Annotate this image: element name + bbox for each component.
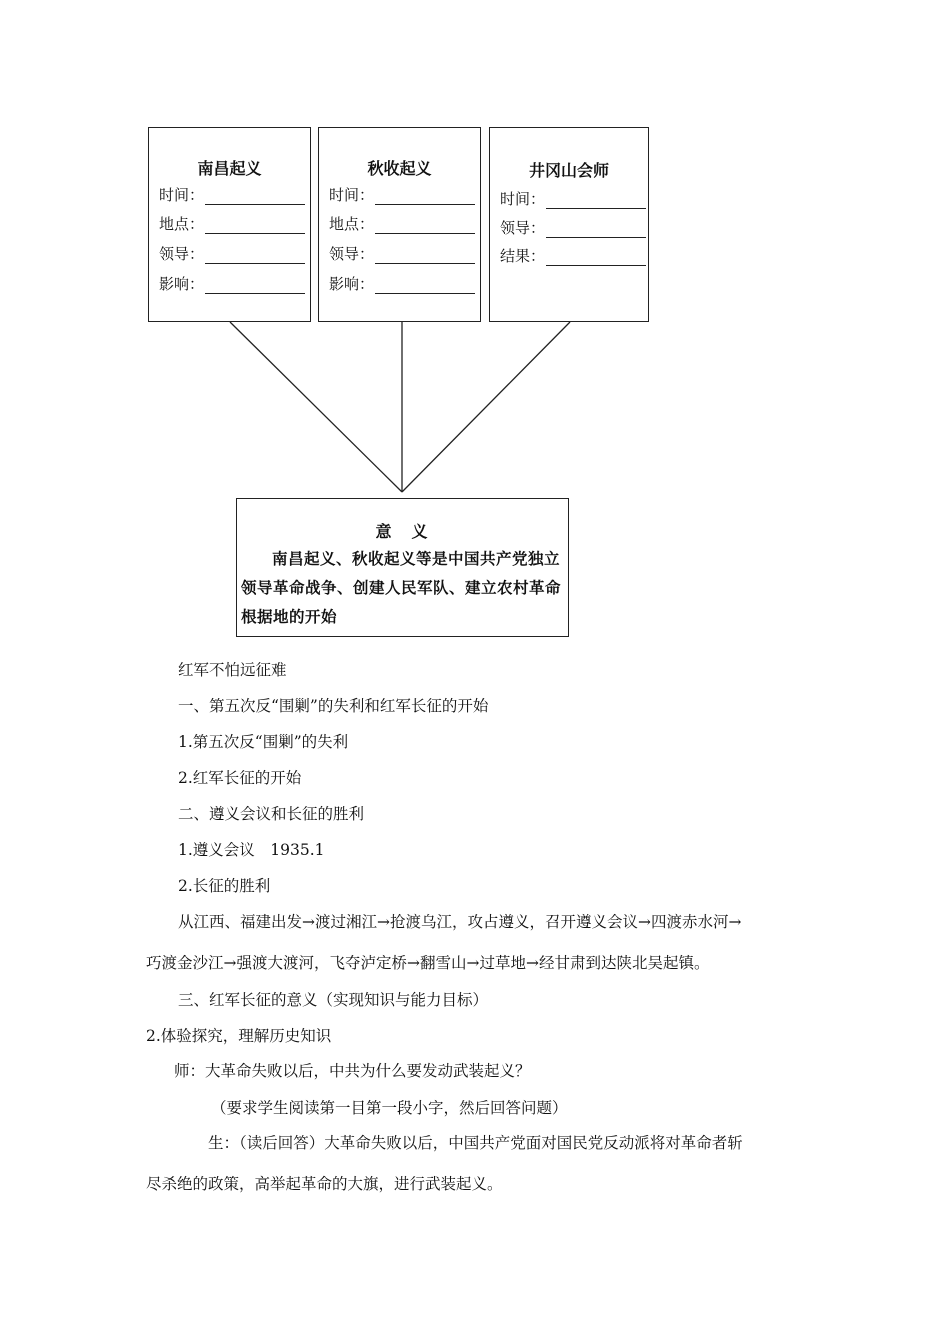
blank-line [546,194,646,209]
time-field [329,184,475,205]
subheading-2-2: 2.长征的胜利 [178,877,271,895]
field-label: 领导： [159,245,205,263]
field-label: 时间： [500,190,546,208]
box-title: 南昌起义 [197,159,262,178]
blank-line [205,249,305,264]
field-label: 时间： [159,186,205,204]
field-label: 领导： [500,219,546,237]
field-label: 领导： [329,245,375,263]
field-label: 地点： [329,215,375,233]
instruction-note: （要求学生阅读第一目第一段小字，然后回答问题） [211,1099,568,1117]
section-2-heading: 2.体验探究，理解历史知识 [146,1027,332,1045]
blank-line [375,279,475,294]
field-label: 结果： [500,247,546,265]
student-answer-line-2: 尽杀绝的政策，高举起革命的大旗，进行武装起义。 [146,1175,503,1193]
subheading-1-1: 1.第五次反“围剿”的失利 [178,733,349,751]
field-label: 影响： [159,275,205,293]
meaning-body: 南昌起义、秋收起义等是中国共产党独立领导革命战争、创建人民军队、建立农村革命根据地的开始 [241,550,562,626]
leader-field [329,243,475,264]
meaning-title: 意 义 [375,522,430,541]
field-label: 地点： [159,215,205,233]
jinggangshan-meeting-box [489,127,649,322]
time-field [500,188,646,209]
teacher-question: 师：大革命失败以后，中共为什么要发动武装起义？ [174,1062,531,1080]
heading-3: 三、红军长征的意义（实现知识与能力目标） [178,991,489,1009]
student-answer-line-1: 生：（读后回答）大革命失败以后，中国共产党面对国民党反动派将对革命者斩 [208,1134,743,1152]
subheading-1-2: 2.红军长征的开始 [178,769,302,787]
box-title: 秋收起义 [367,159,432,178]
meaning-box [236,498,569,637]
leader-field [500,217,646,238]
impact-field [159,273,305,294]
place-field [329,213,475,234]
field-label: 时间： [329,186,375,204]
blank-line [546,223,646,238]
blank-line [375,249,475,264]
blank-line [205,190,305,205]
time-field [159,184,305,205]
autumn-harvest-uprising-box [318,127,481,322]
blank-line [546,251,646,266]
heading-2: 二、遵义会议和长征的胜利 [178,805,365,823]
subheading-2-1: 1.遵义会议 1935.1 [178,841,325,859]
box-title: 井冈山会师 [528,161,609,180]
route-paragraph-line-1: 从江西、福建出发→渡过湘江→抢渡乌江，攻占遵义，召开遵义会议→四渡赤水河→ [178,913,742,931]
blank-line [205,279,305,294]
field-label: 影响： [329,275,375,293]
blank-line [205,219,305,234]
leader-field [159,243,305,264]
nanchang-uprising-box [148,127,311,322]
place-field [159,213,305,234]
result-field [500,245,646,266]
heading-1: 一、第五次反“围剿”的失利和红军长征的开始 [178,697,489,715]
blank-line [375,219,475,234]
impact-field [329,273,475,294]
section-heading: 红军不怕远征难 [178,661,287,679]
route-paragraph-line-2: 巧渡金沙江→强渡大渡河，飞夺泸定桥→翻雪山→过草地→经甘肃到达陕北吴起镇。 [146,954,710,972]
blank-line [375,190,475,205]
